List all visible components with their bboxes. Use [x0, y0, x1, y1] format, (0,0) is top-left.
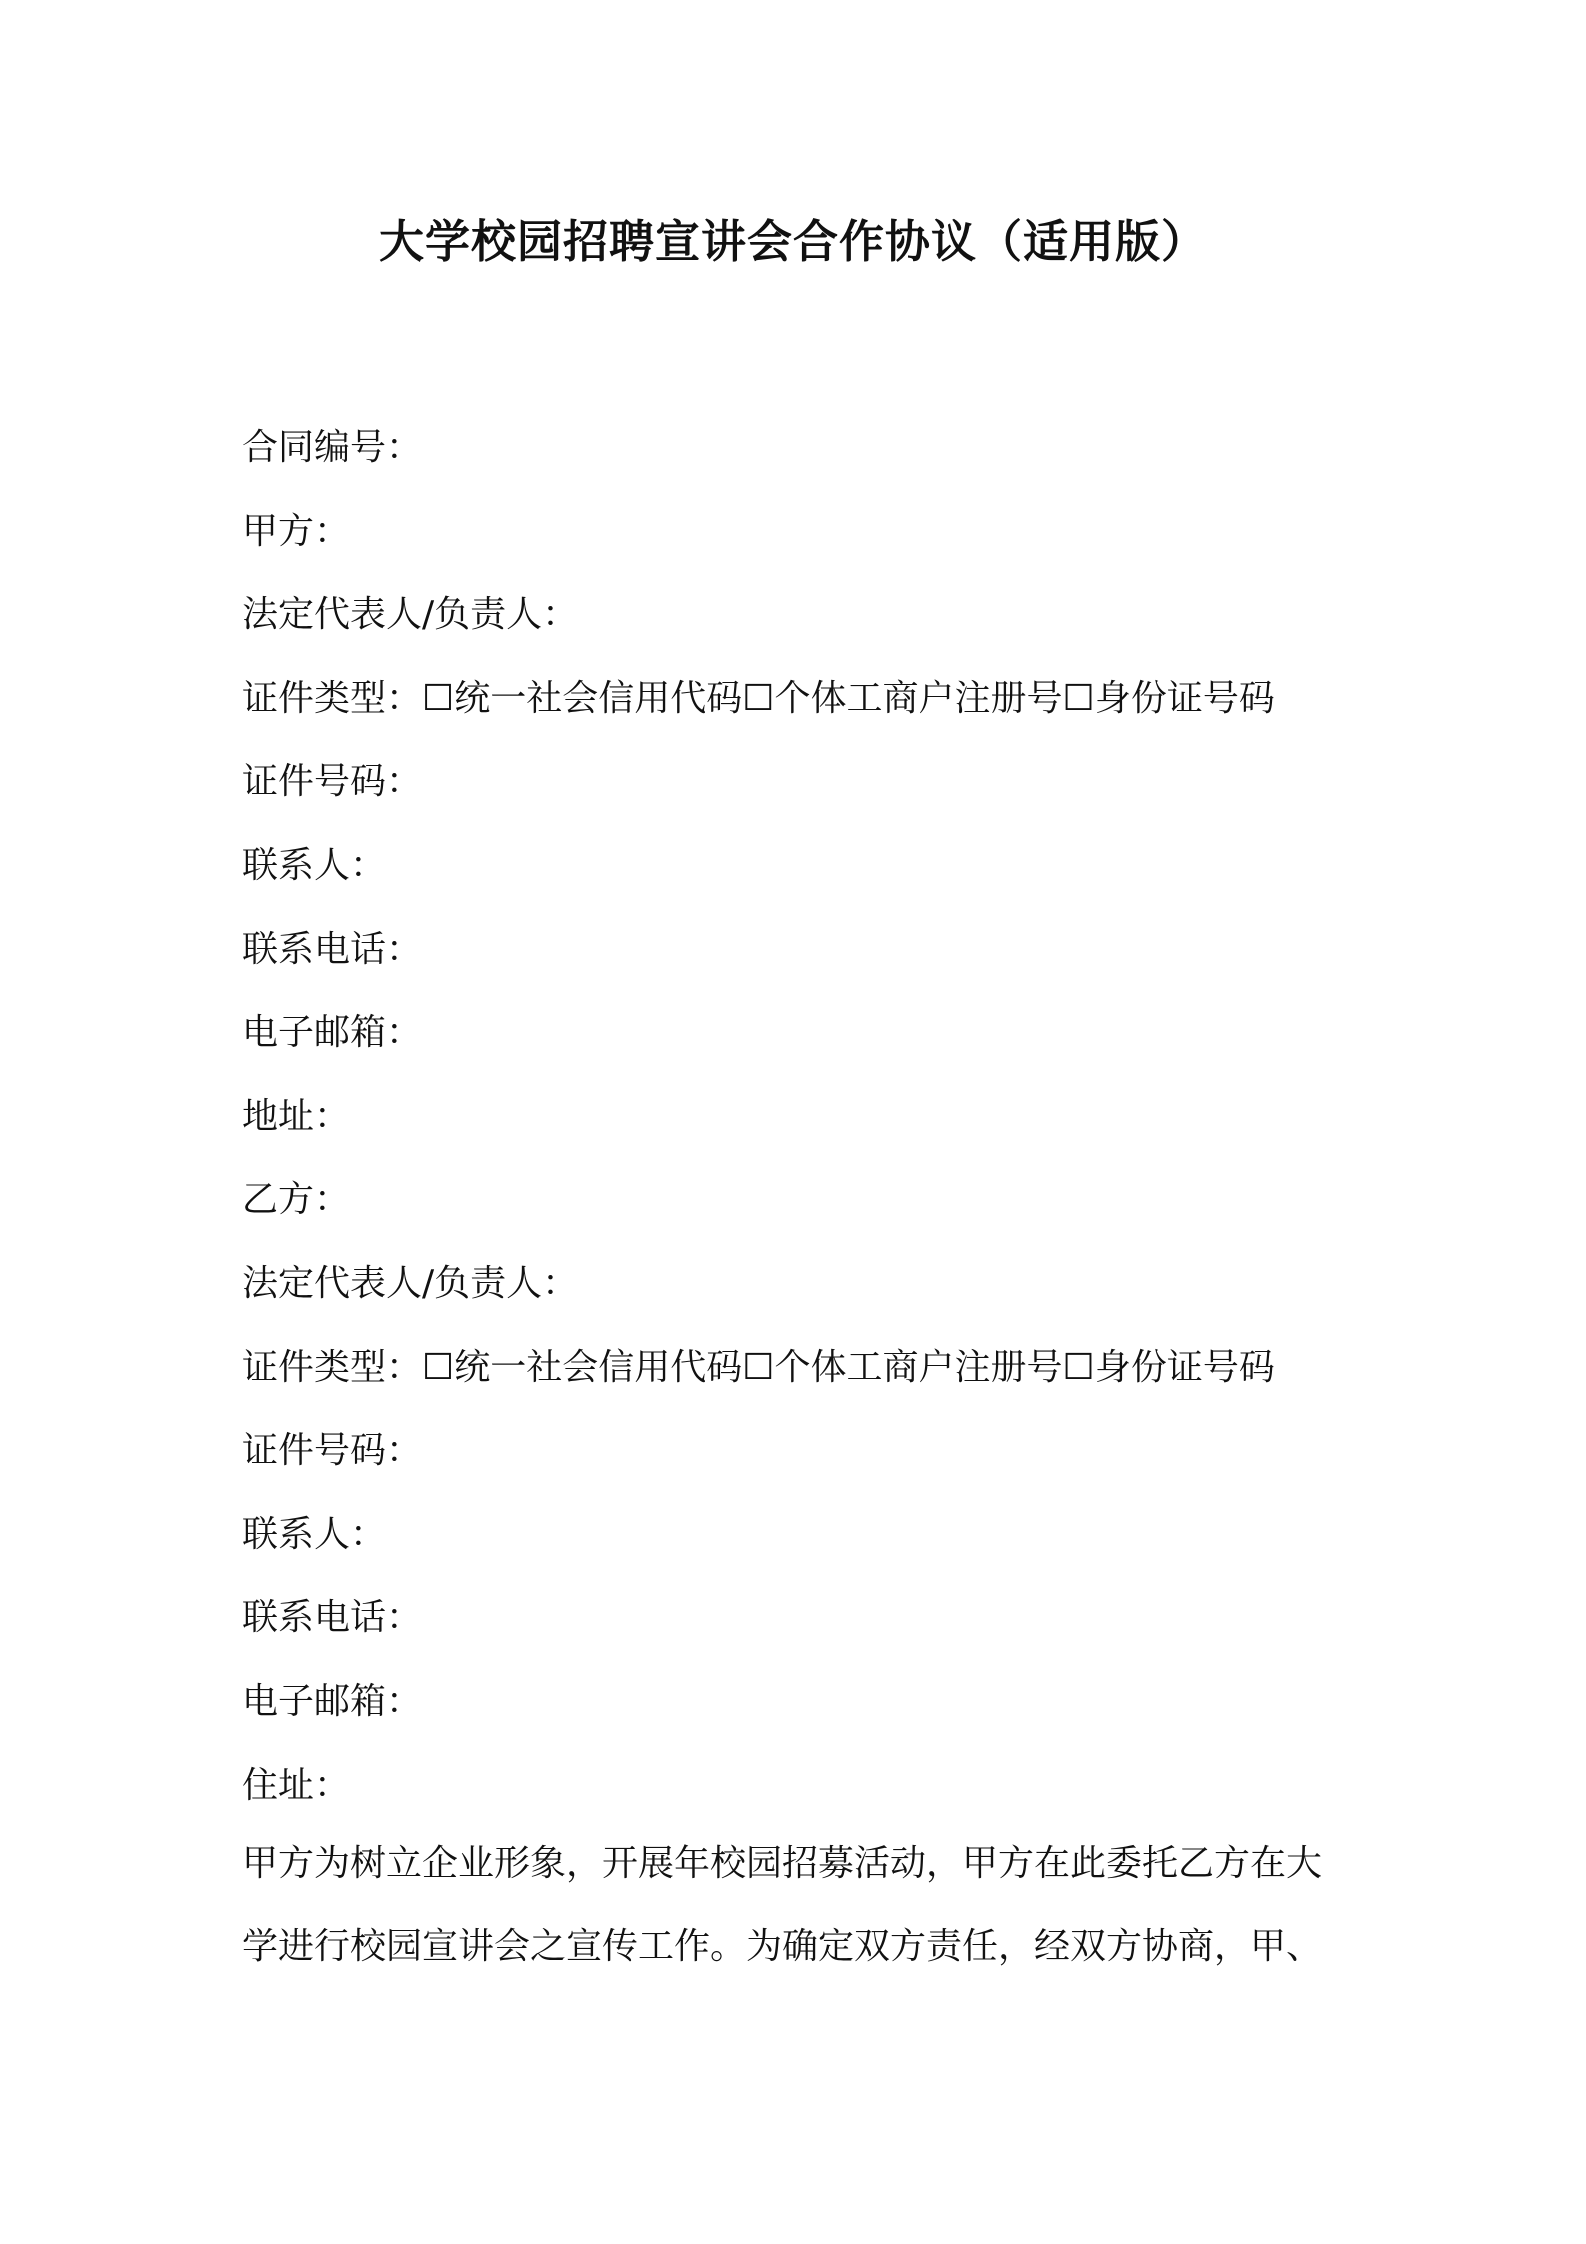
party-a-address-field: 地址： [242, 1095, 351, 1137]
party-a-id-type-field: 证件类型：☐统一社会信用代码☐个体工商户注册号☐身份证号码 [242, 677, 1275, 719]
party-b-id-type-field: 证件类型：☐统一社会信用代码☐个体工商户注册号☐身份证号码 [242, 1346, 1275, 1388]
party-a-phone-field: 联系电话： [242, 928, 423, 970]
party-a-id-number-field: 证件号码： [242, 761, 423, 803]
party-a-legal-rep-field: 法定代表人/负责人： [242, 594, 579, 636]
document-title: 大学校园招聘宣讲会合作协议（适用版） [378, 215, 1207, 268]
contract-number-field: 合同编号： [242, 427, 423, 468]
party-b-legal-rep-field: 法定代表人/负责人： [242, 1262, 579, 1304]
party-a-email-field: 电子邮箱： [242, 1012, 423, 1054]
party-b-contact-field: 联系人： [242, 1513, 387, 1555]
party-a-contact-field: 联系人： [242, 844, 387, 886]
party-b-field: 乙方： [242, 1179, 351, 1221]
party-b-phone-field: 联系电话： [242, 1597, 423, 1639]
party-b-id-number-field: 证件号码： [242, 1430, 423, 1472]
paragraph-line: 学进行校园宣讲会之宣传工作。为确定双方责任，经双方协商，甲、 [242, 1926, 1323, 1967]
paragraph-line: 甲方为树立企业形象，开展年校园招募活动，甲方在此委托乙方在大 [242, 1843, 1323, 1884]
agreement-intro-paragraph [242, 1822, 1362, 1988]
party-b-residence-field: 住址： [242, 1764, 351, 1806]
party-b-email-field: 电子邮箱： [242, 1680, 423, 1722]
party-info-fields [242, 406, 1362, 1827]
party-a-field: 甲方： [242, 510, 351, 552]
